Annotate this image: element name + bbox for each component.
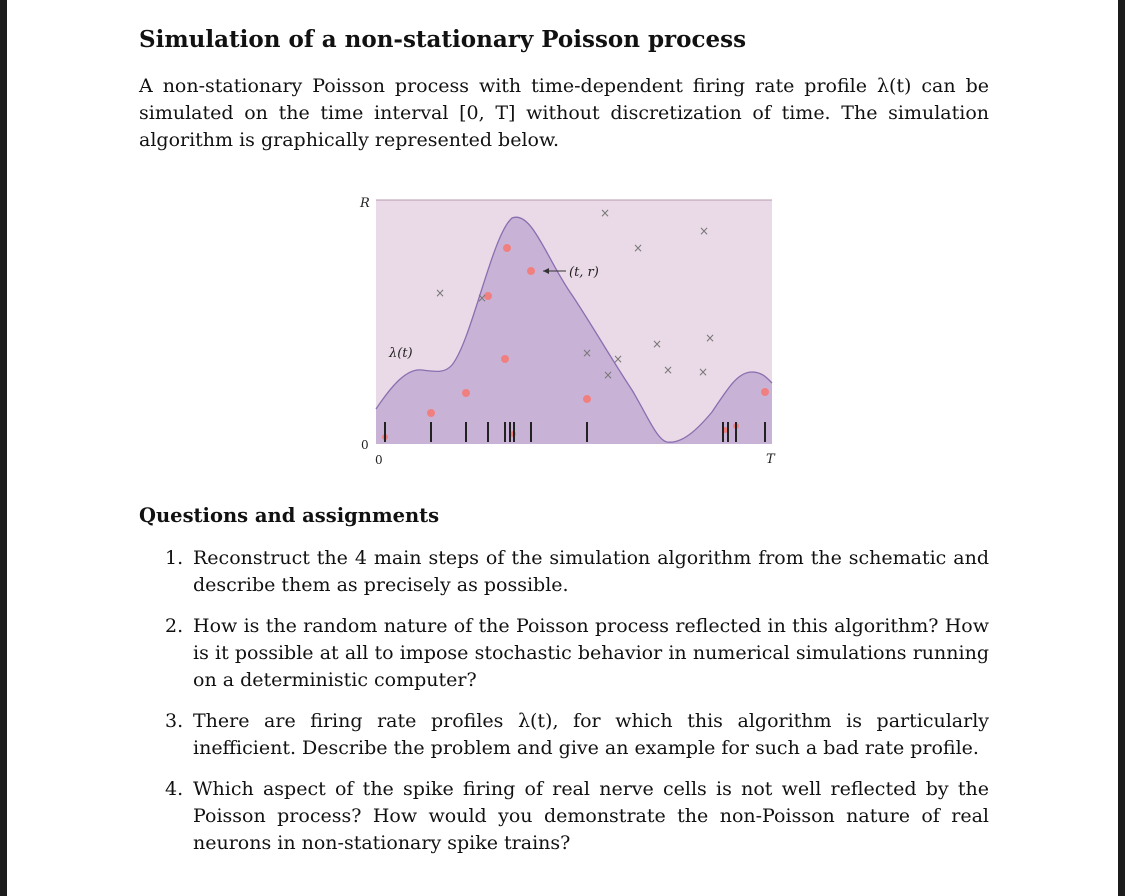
- rejected-point: ×: [612, 352, 624, 366]
- question-item: [165, 613, 989, 694]
- rejected-point: ×: [476, 291, 488, 305]
- rejected-point: ×: [697, 365, 709, 379]
- question-number: 1.: [165, 547, 184, 569]
- rejected-point: ×: [602, 368, 614, 382]
- accepted-point: [462, 389, 470, 397]
- question-item: [165, 708, 989, 762]
- question-number: 2.: [165, 615, 184, 637]
- question-number: 4.: [165, 778, 184, 800]
- question-number: 3.: [165, 710, 184, 732]
- rejected-point: ×: [434, 286, 446, 300]
- accepted-point: [761, 388, 769, 396]
- rejected-point: ×: [662, 363, 674, 377]
- accepted-point: [583, 395, 591, 403]
- rejected-point: ×: [632, 241, 644, 255]
- question-text: There are firing rate profiles λ(t), for which this algorithm is particularly inefficient. Describe the problem and give an example for such a bad rate profile.: [193, 710, 989, 759]
- question-item: [165, 545, 989, 599]
- rejected-point: ×: [581, 346, 593, 360]
- accepted-point: [527, 267, 535, 275]
- time-start-label: 0: [375, 453, 383, 467]
- accepted-point: [427, 409, 435, 417]
- point-label: (t, r): [569, 265, 599, 280]
- questions-list: [165, 545, 989, 871]
- rate-axis-zero-label: 0: [361, 438, 369, 452]
- time-end-label: T: [766, 452, 775, 467]
- accepted-point: [501, 355, 509, 363]
- page-title: Simulation of a non-stationary Poisson process: [139, 26, 747, 53]
- question-text: Which aspect of the spike firing of real nerve cells is not well reflected by the Poisson process? How would you demonstrate the non-Poisson nature of real neurons in non-stationary spike trains?: [193, 778, 989, 854]
- question-item: [165, 776, 989, 857]
- rate-curve-label: λ(t): [389, 346, 413, 361]
- simulation-schematic: [347, 190, 787, 470]
- document-page: [7, 0, 1118, 896]
- rejected-point: ×: [651, 337, 663, 351]
- rejected-point: ×: [704, 331, 716, 345]
- rejected-point: ×: [698, 224, 710, 238]
- questions-heading: Questions and assignments: [139, 504, 440, 527]
- rejected-point: ×: [599, 206, 611, 220]
- question-text: How is the random nature of the Poisson process reflected in this algorithm? How is it possible at all to impose stochastic behavior in numerical simulations running on a deterministic computer?: [193, 615, 989, 691]
- rate-axis-top-label: R: [360, 196, 370, 211]
- accepted-point: [503, 244, 511, 252]
- intro-paragraph: A non-stationary Poisson process with time-dependent firing rate profile λ(t) can be simulated on the time interval [0, T] without discretization of time. The simulation algorithm is graphically represented below.: [139, 75, 989, 151]
- question-text: Reconstruct the 4 main steps of the simulation algorithm from the schematic and describe them as precisely as possible.: [193, 547, 989, 596]
